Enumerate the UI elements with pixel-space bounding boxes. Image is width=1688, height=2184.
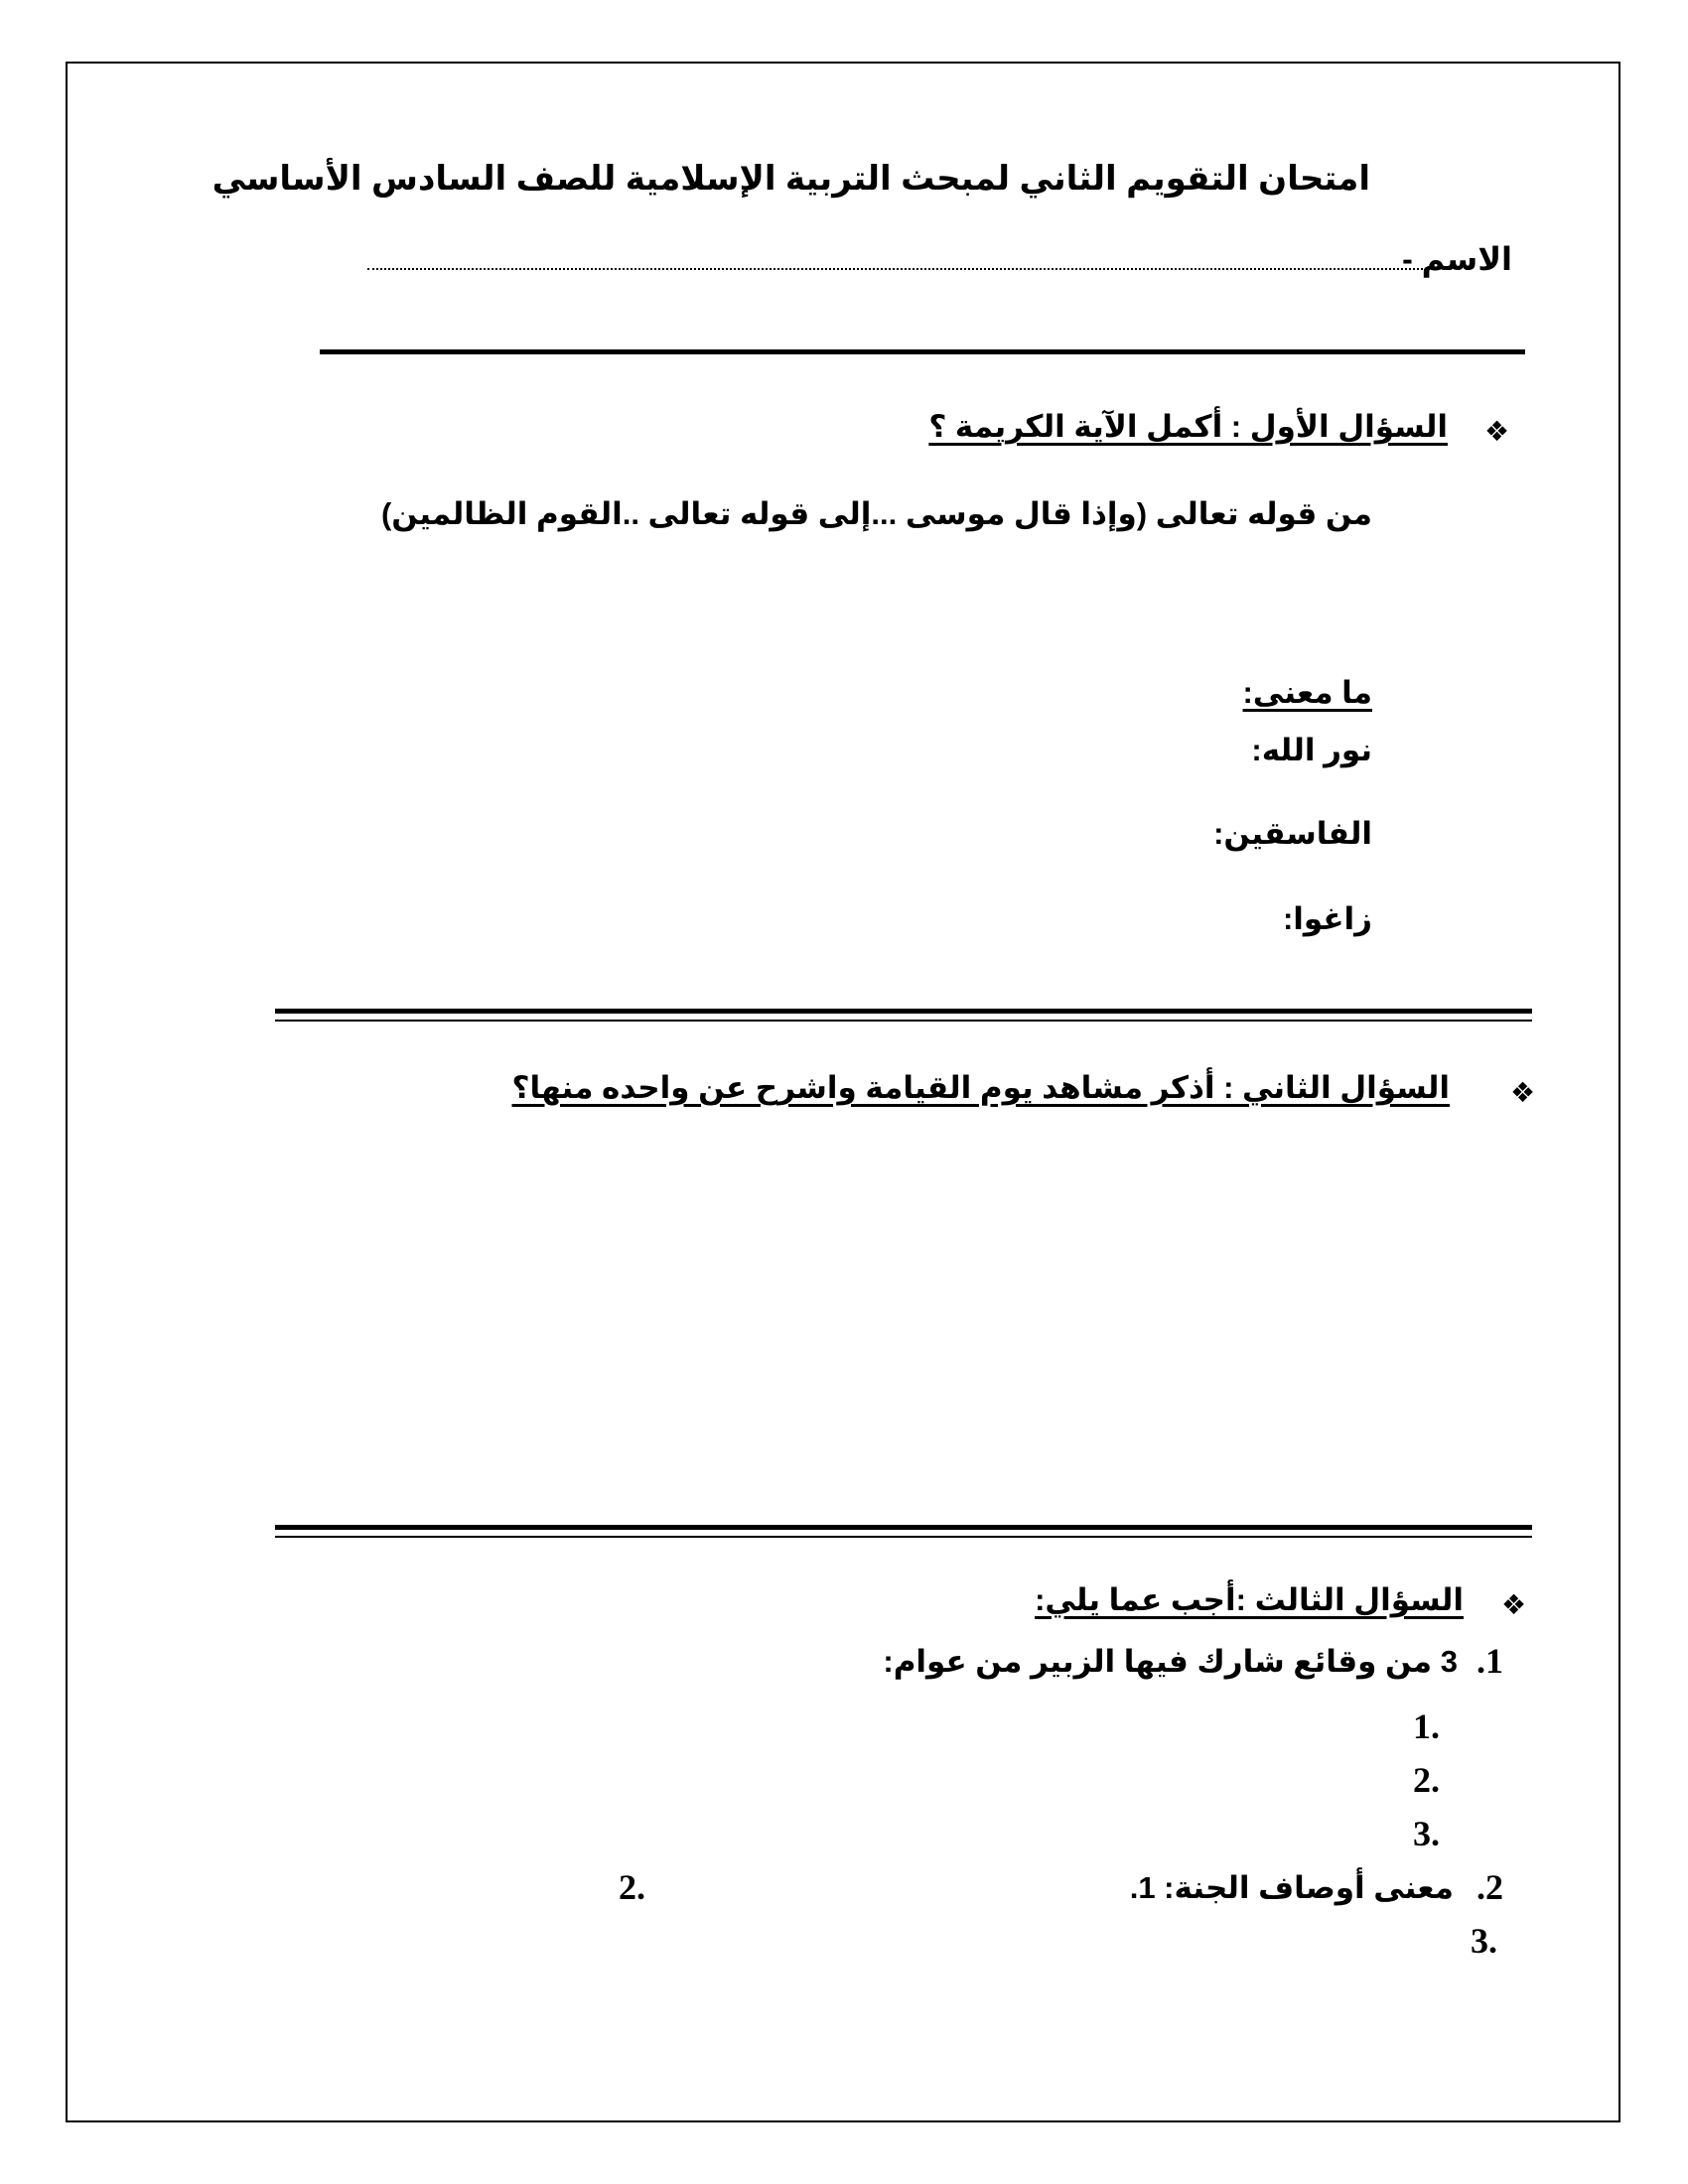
- q2-heading: السؤال الثاني : أذكر مشاهد يوم القيامة واشرح عن واحده منها؟: [511, 1070, 1450, 1105]
- q1-verse-prompt: من قوله تعالى (وإذا قال موسى ...إلى قوله تعالى ..القوم الظالمين): [380, 496, 1372, 531]
- q3-item2-text: معنى أوصاف الجنة: 1.: [1129, 1870, 1454, 1905]
- q2-divider: [275, 1525, 1532, 1538]
- q1-meaning-heading: ما معنى:: [1242, 675, 1372, 710]
- q3-item2-mid: .2: [619, 1867, 645, 1907]
- q3-item1-number: 1.: [1477, 1641, 1503, 1681]
- q3-bullet-icon: ❖: [1501, 1589, 1527, 1620]
- exam-title: امتحان التقويم الثاني لمبحث التربية الإسلامية للصف السادس الأساسي: [211, 160, 1370, 198]
- q3-item1-text: 3 من وقائع شارك فيها الزبير من عوام:: [883, 1644, 1458, 1679]
- q3-item1-sub-3: .3: [1413, 1814, 1440, 1853]
- q3-item2-last: .3: [1471, 1921, 1497, 1961]
- q1-bullet-icon: ❖: [1484, 416, 1510, 447]
- q2-bullet-icon: ❖: [1510, 1077, 1536, 1108]
- q1-divider: [275, 1009, 1532, 1022]
- q1-heading: السؤال الأول : أكمل الآية الكريمة ؟: [928, 409, 1448, 444]
- q3-heading: السؤال الثالث :أجب عما يلي:: [1035, 1582, 1464, 1617]
- q1-term-3: زاغوا:: [1282, 901, 1372, 936]
- q1-term-1: نور الله:: [1251, 733, 1372, 767]
- q1-term-2: الفاسقين:: [1213, 816, 1372, 851]
- name-input-line[interactable]: [367, 268, 1423, 270]
- name-label: الاسم -: [1402, 241, 1512, 277]
- q3-item1-sub-1: .1: [1413, 1706, 1440, 1746]
- q3-item1-sub-2: .2: [1413, 1760, 1440, 1800]
- header-divider: [320, 349, 1525, 354]
- q3-item2-number: 2.: [1477, 1867, 1503, 1907]
